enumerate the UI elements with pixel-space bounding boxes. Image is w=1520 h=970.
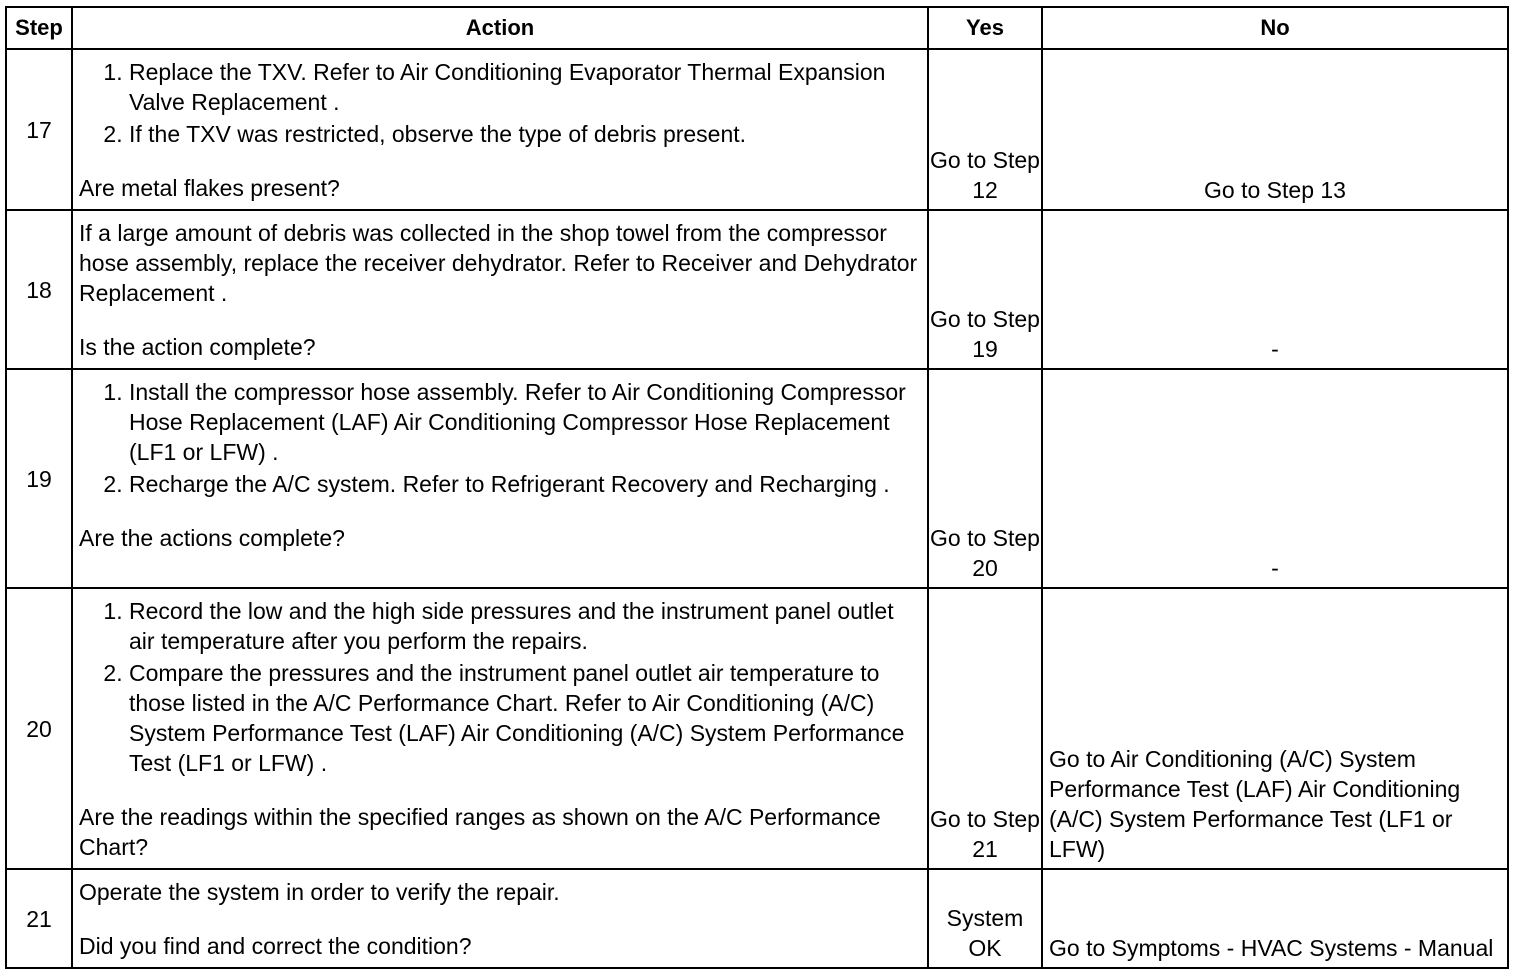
action-item: 2. Compare the pressures and the instrument panel outlet air temperature to those listed in the A/C Performance Chart. Refer to Air Conditioning (A/C) System Performance Test (LAF) Air Conditioning (A/C) System Performance Test (LF1 or LFW) . [129, 658, 919, 778]
header-row [6, 7, 1508, 49]
yes-cell: Go to Step 21 [928, 588, 1042, 869]
action-item: 2. If the TXV was restricted, observe the type of debris present. [129, 119, 919, 149]
no-cell: - [1042, 369, 1508, 588]
yes-cell: System OK [928, 869, 1042, 968]
action-item: 2. Recharge the A/C system. Refer to Refrigerant Recovery and Recharging . [129, 469, 919, 499]
action-text: If a large amount of debris was collected in the shop towel from the compressor hose assembly, replace the receiver dehydrator. Refer to Receiver and Dehydrator Replacement . [79, 220, 918, 306]
step-number: 19 [6, 369, 72, 588]
no-cell: Go to Symptoms - HVAC Systems - Manual [1042, 869, 1508, 968]
table-row [6, 49, 1508, 210]
header-action: Action [72, 7, 928, 49]
yes-cell: Go to Step 20 [928, 369, 1042, 588]
table-row [6, 588, 1508, 869]
step-number: 18 [6, 210, 72, 369]
action-item: 1. Record the low and the high side pressures and the instrument panel outlet air temperature after you perform the repairs. [129, 596, 919, 656]
action-question: Did you find and correct the condition? [79, 933, 472, 959]
action-question: Are the readings within the specified ranges as shown on the A/C Performance Chart? [79, 804, 881, 860]
action-cell [72, 869, 928, 968]
header-step: Step [6, 7, 72, 49]
action-text: Operate the system in order to verify the repair. [79, 879, 560, 905]
table-row [6, 210, 1508, 369]
no-cell: - [1042, 210, 1508, 369]
action-item: 1. Install the compressor hose assembly. Refer to Air Conditioning Compressor Hose Replacement (LAF) Air Conditioning Compressor Hose Replacement (LF1 or LFW) . [129, 377, 919, 467]
step-number: 20 [6, 588, 72, 869]
action-question: Are the actions complete? [79, 525, 345, 551]
no-cell: Go to Air Conditioning (A/C) System Performance Test (LAF) Air Conditioning (A/C) System Performance Test (LF1 or LFW) [1042, 588, 1508, 869]
action-question: Is the action complete? [79, 334, 316, 360]
step-number: 21 [6, 869, 72, 968]
action-item: 1. Replace the TXV. Refer to Air Conditioning Evaporator Thermal Expansion Valve Replacement . [129, 57, 919, 117]
table-row [6, 869, 1508, 968]
action-cell [72, 49, 928, 210]
action-cell [72, 369, 928, 588]
table-row [6, 369, 1508, 588]
action-list [79, 377, 919, 499]
diagnostic-table [5, 6, 1509, 969]
action-list [79, 57, 919, 149]
yes-cell: Go to Step 12 [928, 49, 1042, 210]
action-question: Are metal flakes present? [79, 175, 340, 201]
action-list [79, 596, 919, 778]
step-number: 17 [6, 49, 72, 210]
yes-cell: Go to Step 19 [928, 210, 1042, 369]
header-no: No [1042, 7, 1508, 49]
action-cell [72, 210, 928, 369]
header-yes: Yes [928, 7, 1042, 49]
action-cell [72, 588, 928, 869]
no-cell: Go to Step 13 [1042, 49, 1508, 210]
